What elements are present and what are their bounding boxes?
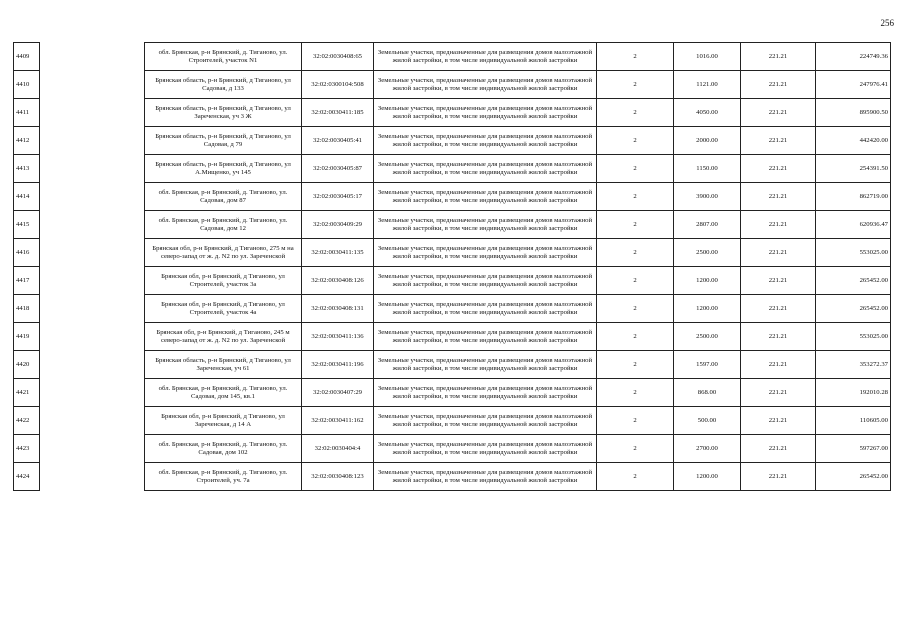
land-use-cell: Земельные участки, предназначенные для размещения домов малоэтажной жилой застройки, в том числе индивидуальной жилой застройки	[374, 43, 597, 71]
spacer-cell	[40, 295, 145, 323]
cadastral-number-cell: 32:02:0030408:126	[302, 267, 374, 295]
specific-value-cell: 221.21	[741, 99, 816, 127]
area-cell: 3900.00	[674, 183, 741, 211]
land-use-cell: Земельные участки, предназначенные для размещения домов малоэтажной жилой застройки, в том числе индивидуальной жилой застройки	[374, 435, 597, 463]
specific-value-cell: 221.21	[741, 379, 816, 407]
cadastral-number-cell: 32:02:0030407:29	[302, 379, 374, 407]
area-cell: 1016.00	[674, 43, 741, 71]
category-cell: 2	[597, 379, 674, 407]
specific-value-cell: 221.21	[741, 407, 816, 435]
specific-value-cell: 221.21	[741, 351, 816, 379]
category-cell: 2	[597, 295, 674, 323]
specific-value-cell: 221.21	[741, 127, 816, 155]
address-cell: Брянская область, р-н Брянский, д Тиганово, ул Зареченская, уч 61	[145, 351, 302, 379]
table-row	[14, 379, 891, 407]
row-number: 4410	[14, 71, 40, 99]
area-cell: 2807.00	[674, 211, 741, 239]
specific-value-cell: 221.21	[741, 323, 816, 351]
spacer-cell	[40, 435, 145, 463]
category-cell: 2	[597, 239, 674, 267]
cadastral-number-cell: 32:02:0030405:41	[302, 127, 374, 155]
cadastral-number-cell: 32:02:0030408:123	[302, 463, 374, 491]
address-cell: Брянская обл, р-н Брянский, д Тиганово, ул Зареченская, д 14 А	[145, 407, 302, 435]
land-use-cell: Земельные участки, предназначенные для размещения домов малоэтажной жилой застройки, в том числе индивидуальной жилой застройки	[374, 351, 597, 379]
row-number: 4421	[14, 379, 40, 407]
category-cell: 2	[597, 323, 674, 351]
cadastral-value-cell: 553025.00	[816, 323, 891, 351]
category-cell: 2	[597, 435, 674, 463]
land-use-cell: Земельные участки, предназначенные для размещения домов малоэтажной жилой застройки, в том числе индивидуальной жилой застройки	[374, 295, 597, 323]
spacer-cell	[40, 127, 145, 155]
table-row	[14, 43, 891, 71]
area-cell: 1150.00	[674, 155, 741, 183]
table-row	[14, 407, 891, 435]
address-cell: обл. Брянская, р-н Брянский, д. Тиганово, ул. Строителей, участок N1	[145, 43, 302, 71]
page-number: 256	[880, 18, 894, 28]
spacer-cell	[40, 155, 145, 183]
land-use-cell: Земельные участки, предназначенные для размещения домов малоэтажной жилой застройки, в том числе индивидуальной жилой застройки	[374, 407, 597, 435]
land-use-cell: Земельные участки, предназначенные для размещения домов малоэтажной жилой застройки, в том числе индивидуальной жилой застройки	[374, 155, 597, 183]
category-cell: 2	[597, 183, 674, 211]
area-cell: 1200.00	[674, 267, 741, 295]
land-use-cell: Земельные участки, предназначенные для размещения домов малоэтажной жилой застройки, в том числе индивидуальной жилой застройки	[374, 127, 597, 155]
address-cell: Брянская обл, р-н Брянский, д Тиганово, 275 м на северо-запад от ж. д. N2 по ул. Зареченской	[145, 239, 302, 267]
cadastral-value-cell: 247976.41	[816, 71, 891, 99]
row-number: 4423	[14, 435, 40, 463]
address-cell: обл. Брянская, р-н Брянский, д. Тиганово, ул. Садовая, дом 145, кв.1	[145, 379, 302, 407]
address-cell: Брянская область, р-н Брянский, д Тиганово, ул Зареченская, уч 3 Ж	[145, 99, 302, 127]
row-number: 4419	[14, 323, 40, 351]
cadastral-value-cell: 353272.37	[816, 351, 891, 379]
cadastral-number-cell: 32:02:0300104:508	[302, 71, 374, 99]
specific-value-cell: 221.21	[741, 435, 816, 463]
address-cell: Брянская обл, р-н Брянский, д Тиганово, ул Строителей, участок 4а	[145, 295, 302, 323]
table-row	[14, 267, 891, 295]
category-cell: 2	[597, 211, 674, 239]
table-row	[14, 463, 891, 491]
address-cell: Брянская область, р-н Брянский, д Тиганово, ул А.Мищенко, уч 145	[145, 155, 302, 183]
spacer-cell	[40, 43, 145, 71]
cadastral-value-cell: 192010.28	[816, 379, 891, 407]
specific-value-cell: 221.21	[741, 211, 816, 239]
category-cell: 2	[597, 127, 674, 155]
spacer-cell	[40, 239, 145, 267]
table-row	[14, 71, 891, 99]
cadastral-number-cell: 32:02:0030408:65	[302, 43, 374, 71]
area-cell: 2000.00	[674, 127, 741, 155]
cadastral-number-cell: 32:02:0030405:17	[302, 183, 374, 211]
cadastral-number-cell: 32:02:0030404:4	[302, 435, 374, 463]
table-row	[14, 351, 891, 379]
cadastral-value-table	[13, 42, 891, 491]
area-cell: 1200.00	[674, 295, 741, 323]
table-row	[14, 239, 891, 267]
area-cell: 2500.00	[674, 323, 741, 351]
cadastral-value-cell: 265452.00	[816, 295, 891, 323]
land-use-cell: Земельные участки, предназначенные для размещения домов малоэтажной жилой застройки, в том числе индивидуальной жилой застройки	[374, 239, 597, 267]
specific-value-cell: 221.21	[741, 43, 816, 71]
cadastral-value-cell: 620936.47	[816, 211, 891, 239]
specific-value-cell: 221.21	[741, 267, 816, 295]
spacer-cell	[40, 463, 145, 491]
spacer-cell	[40, 183, 145, 211]
cadastral-number-cell: 32:02:0030411:185	[302, 99, 374, 127]
land-use-cell: Земельные участки, предназначенные для размещения домов малоэтажной жилой застройки, в том числе индивидуальной жилой застройки	[374, 463, 597, 491]
spacer-cell	[40, 211, 145, 239]
spacer-cell	[40, 323, 145, 351]
area-cell: 2500.00	[674, 239, 741, 267]
row-number: 4418	[14, 295, 40, 323]
table-row	[14, 211, 891, 239]
specific-value-cell: 221.21	[741, 183, 816, 211]
category-cell: 2	[597, 267, 674, 295]
cadastral-value-cell: 553025.00	[816, 239, 891, 267]
address-cell: обл. Брянская, р-н Брянский, д. Тиганово, ул. Садовая, дом 87	[145, 183, 302, 211]
row-number: 4417	[14, 267, 40, 295]
cadastral-value-cell: 862719.00	[816, 183, 891, 211]
cadastral-number-cell: 32:02:0030405:87	[302, 155, 374, 183]
cadastral-value-cell: 110605.00	[816, 407, 891, 435]
table-row	[14, 295, 891, 323]
area-cell: 4050.00	[674, 99, 741, 127]
area-cell: 1597.00	[674, 351, 741, 379]
spacer-cell	[40, 407, 145, 435]
row-number: 4422	[14, 407, 40, 435]
cadastral-number-cell: 32:02:0030411:136	[302, 323, 374, 351]
row-number: 4424	[14, 463, 40, 491]
row-number: 4411	[14, 99, 40, 127]
area-cell: 2700.00	[674, 435, 741, 463]
cadastral-number-cell: 32:02:0030409:29	[302, 211, 374, 239]
area-cell: 1121.00	[674, 71, 741, 99]
table-row	[14, 323, 891, 351]
specific-value-cell: 221.21	[741, 71, 816, 99]
category-cell: 2	[597, 43, 674, 71]
land-use-cell: Земельные участки, предназначенные для размещения домов малоэтажной жилой застройки, в том числе индивидуальной жилой застройки	[374, 183, 597, 211]
address-cell: Брянская обл, р-н Брянский, д Тиганово, ул Строителей, участок 3а	[145, 267, 302, 295]
spacer-cell	[40, 267, 145, 295]
row-number: 4409	[14, 43, 40, 71]
cadastral-value-cell: 254391.50	[816, 155, 891, 183]
table-row	[14, 183, 891, 211]
specific-value-cell: 221.21	[741, 295, 816, 323]
table-row	[14, 127, 891, 155]
land-use-cell: Земельные участки, предназначенные для размещения домов малоэтажной жилой застройки, в том числе индивидуальной жилой застройки	[374, 211, 597, 239]
specific-value-cell: 221.21	[741, 463, 816, 491]
table-row	[14, 435, 891, 463]
category-cell: 2	[597, 351, 674, 379]
specific-value-cell: 221.21	[741, 155, 816, 183]
spacer-cell	[40, 71, 145, 99]
area-cell: 500.00	[674, 407, 741, 435]
cadastral-number-cell: 32:02:0030408:131	[302, 295, 374, 323]
specific-value-cell: 221.21	[741, 239, 816, 267]
row-number: 4420	[14, 351, 40, 379]
area-cell: 1200.00	[674, 463, 741, 491]
cadastral-number-cell: 32:02:0030411:196	[302, 351, 374, 379]
spacer-cell	[40, 351, 145, 379]
cadastral-value-cell: 442420.00	[816, 127, 891, 155]
land-use-cell: Земельные участки, предназначенные для размещения домов малоэтажной жилой застройки, в том числе индивидуальной жилой застройки	[374, 267, 597, 295]
category-cell: 2	[597, 155, 674, 183]
land-use-cell: Земельные участки, предназначенные для размещения домов малоэтажной жилой застройки, в том числе индивидуальной жилой застройки	[374, 99, 597, 127]
land-use-cell: Земельные участки, предназначенные для размещения домов малоэтажной жилой застройки, в том числе индивидуальной жилой застройки	[374, 71, 597, 99]
address-cell: Брянская область, р-н Брянский, д Тиганово, ул Садовая, д 79	[145, 127, 302, 155]
cadastral-value-cell: 265452.00	[816, 267, 891, 295]
row-number: 4414	[14, 183, 40, 211]
table-row	[14, 155, 891, 183]
cadastral-value-cell: 265452.00	[816, 463, 891, 491]
cadastral-number-cell: 32:02:0030411:162	[302, 407, 374, 435]
category-cell: 2	[597, 99, 674, 127]
address-cell: Брянская область, р-н Брянский, д Тиганово, ул Садовая, д 133	[145, 71, 302, 99]
address-cell: Брянская обл, р-н Брянский, д Тиганово, 245 м северо-запад от ж. д. N2 по ул. Зареченской	[145, 323, 302, 351]
row-number: 4415	[14, 211, 40, 239]
spacer-cell	[40, 379, 145, 407]
land-use-cell: Земельные участки, предназначенные для размещения домов малоэтажной жилой застройки, в том числе индивидуальной жилой застройки	[374, 379, 597, 407]
address-cell: обл. Брянская, р-н Брянский, д. Тиганово, ул. Садовая, дом 102	[145, 435, 302, 463]
address-cell: обл. Брянская, р-н Брянский, д. Тиганово, ул. Строителей, уч. 7а	[145, 463, 302, 491]
area-cell: 868.00	[674, 379, 741, 407]
row-number: 4416	[14, 239, 40, 267]
table-row	[14, 99, 891, 127]
cadastral-number-cell: 32:02:0030411:135	[302, 239, 374, 267]
address-cell: обл. Брянская, р-н Брянский, д. Тиганово, ул. Садовая, дом 12	[145, 211, 302, 239]
cadastral-value-cell: 224749.36	[816, 43, 891, 71]
category-cell: 2	[597, 407, 674, 435]
row-number: 4413	[14, 155, 40, 183]
category-cell: 2	[597, 463, 674, 491]
cadastral-value-cell: 597267.00	[816, 435, 891, 463]
row-number: 4412	[14, 127, 40, 155]
cadastral-value-cell: 895900.50	[816, 99, 891, 127]
spacer-cell	[40, 99, 145, 127]
land-use-cell: Земельные участки, предназначенные для размещения домов малоэтажной жилой застройки, в том числе индивидуальной жилой застройки	[374, 323, 597, 351]
category-cell: 2	[597, 71, 674, 99]
